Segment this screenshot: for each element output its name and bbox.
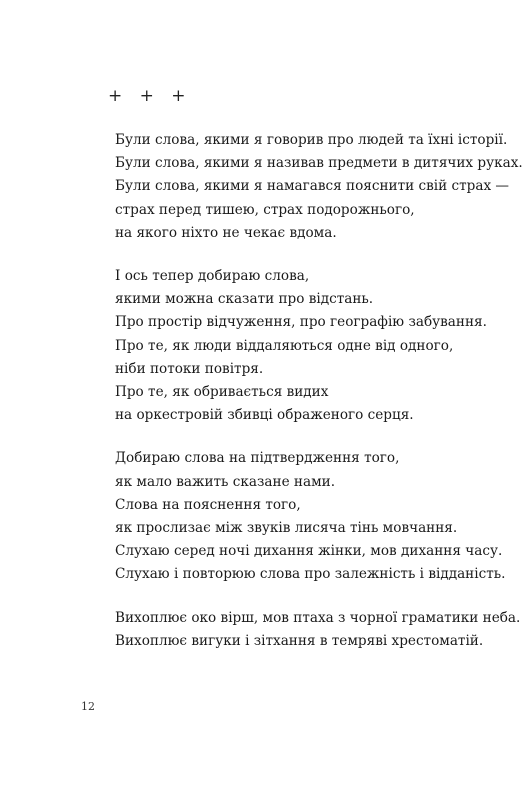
poem-line: Були слова, якими я намагався пояснити свій страх — [115, 178, 510, 195]
section-ornament: + + + [108, 86, 186, 106]
stanza [115, 129, 523, 245]
stanza [115, 447, 515, 586]
stanza [115, 265, 515, 427]
poem-line: Вихоплює вигуки і зітхання в темряві хрестоматій. [115, 632, 484, 649]
poem-line: якими можна сказати про відстань. [115, 291, 374, 308]
poem-line: Про простір відчуження, про географію забування. [115, 314, 487, 331]
poem-line: Про те, як обривається видих [115, 384, 329, 401]
poem-line: Добираю слова на підтвердження того, [115, 450, 400, 467]
poem-line: І ось тепер добираю слова, [115, 268, 310, 285]
poem-line: як прослизає між звуків лисяча тінь мовчання. [115, 520, 458, 537]
poem-line: Про те, як люди віддаляються одне від одного, [115, 337, 454, 354]
poem-line: на якого ніхто не чекає вдома. [115, 224, 337, 241]
stanza [115, 607, 521, 653]
poem-line: Слова на пояснення того, [115, 496, 301, 513]
poem-body [115, 129, 523, 673]
poem-line: страх перед тишею, страх подорожнього, [115, 201, 415, 218]
page-number: 12 [81, 700, 95, 713]
poem-line: Слухаю і повторюю слова про залежність і відданість. [115, 566, 506, 583]
poem-line: на оркестровій збивці ображеного серця. [115, 407, 414, 424]
poem-line: Були слова, якими я говорив про людей та їхні історії. [115, 132, 508, 148]
poem-line: Були слова, якими я називав предмети в дитячих руках. [115, 155, 523, 172]
poem-line: Слухаю серед ночі дихання жінки, мов дихання часу. [115, 543, 503, 560]
poem-line: ніби потоки повітря. [115, 360, 264, 377]
poem-line: Вихоплює око вірш, мов птаха з чорної граматики неба. [115, 609, 521, 626]
poem-line: як мало важить сказане нами. [115, 473, 336, 490]
